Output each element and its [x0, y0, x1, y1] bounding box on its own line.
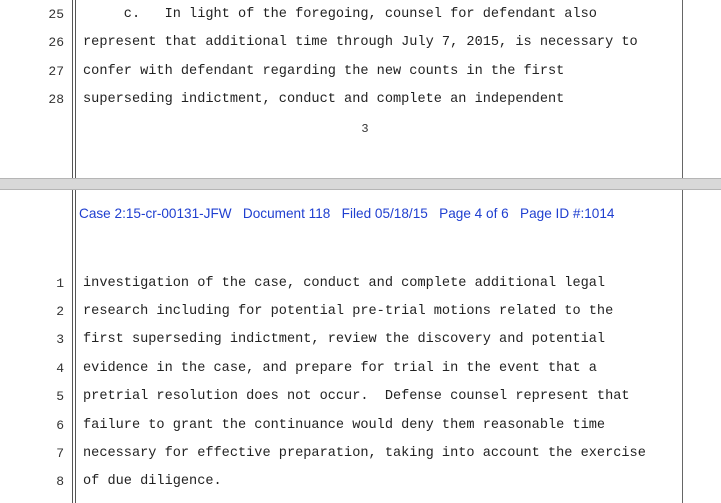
left-margin-rule-inner — [75, 190, 76, 503]
body-text-line: confer with defendant regarding the new counts in the first — [83, 64, 565, 79]
page-number: 3 — [361, 122, 369, 136]
body-text-line: research including for potential pre-trial motions related to the — [83, 304, 614, 319]
left-margin-rule-inner — [75, 0, 76, 178]
line-number: 4 — [56, 361, 64, 376]
line-number: 28 — [48, 92, 64, 107]
line-number: 2 — [56, 304, 64, 319]
right-margin-rule — [682, 190, 683, 503]
body-text-line: c. In light of the foregoing, counsel for defendant also — [83, 7, 597, 22]
body-text-line: evidence in the case, and prepare for trial in the event that a — [83, 361, 597, 376]
line-number: 6 — [56, 418, 64, 433]
line-number: 5 — [56, 389, 64, 404]
right-margin-rule — [682, 0, 683, 178]
body-text-line: of due diligence. — [83, 474, 222, 489]
left-margin-rule — [72, 190, 73, 503]
body-text-line: first superseding indictment, review the discovery and potential — [83, 332, 606, 347]
line-number: 3 — [56, 332, 64, 347]
document-page-3 — [0, 0, 721, 178]
case-header: Case 2:15-cr-00131-JFW Document 118 Filed 05/18/15 Page 4 of 6 Page ID #:1014 — [79, 206, 615, 221]
document-page-4 — [0, 190, 721, 503]
body-text-line: represent that additional time through July 7, 2015, is necessary to — [83, 35, 638, 50]
line-number: 7 — [56, 446, 64, 461]
body-text-line: superseding indictment, conduct and complete an independent — [83, 92, 565, 107]
line-number: 27 — [48, 64, 64, 79]
line-number: 8 — [56, 474, 64, 489]
body-text-line: necessary for effective preparation, taking into account the exercise — [83, 446, 646, 461]
body-text-line: failure to grant the continuance would deny them reasonable time — [83, 418, 606, 433]
body-text-line: pretrial resolution does not occur. Defense counsel represent that — [83, 389, 630, 404]
page-separator — [0, 178, 721, 190]
body-text-line: investigation of the case, conduct and complete additional legal — [83, 276, 606, 291]
left-margin-rule — [72, 0, 73, 178]
line-number: 25 — [48, 7, 64, 22]
line-number: 1 — [56, 276, 64, 291]
line-number: 26 — [48, 35, 64, 50]
